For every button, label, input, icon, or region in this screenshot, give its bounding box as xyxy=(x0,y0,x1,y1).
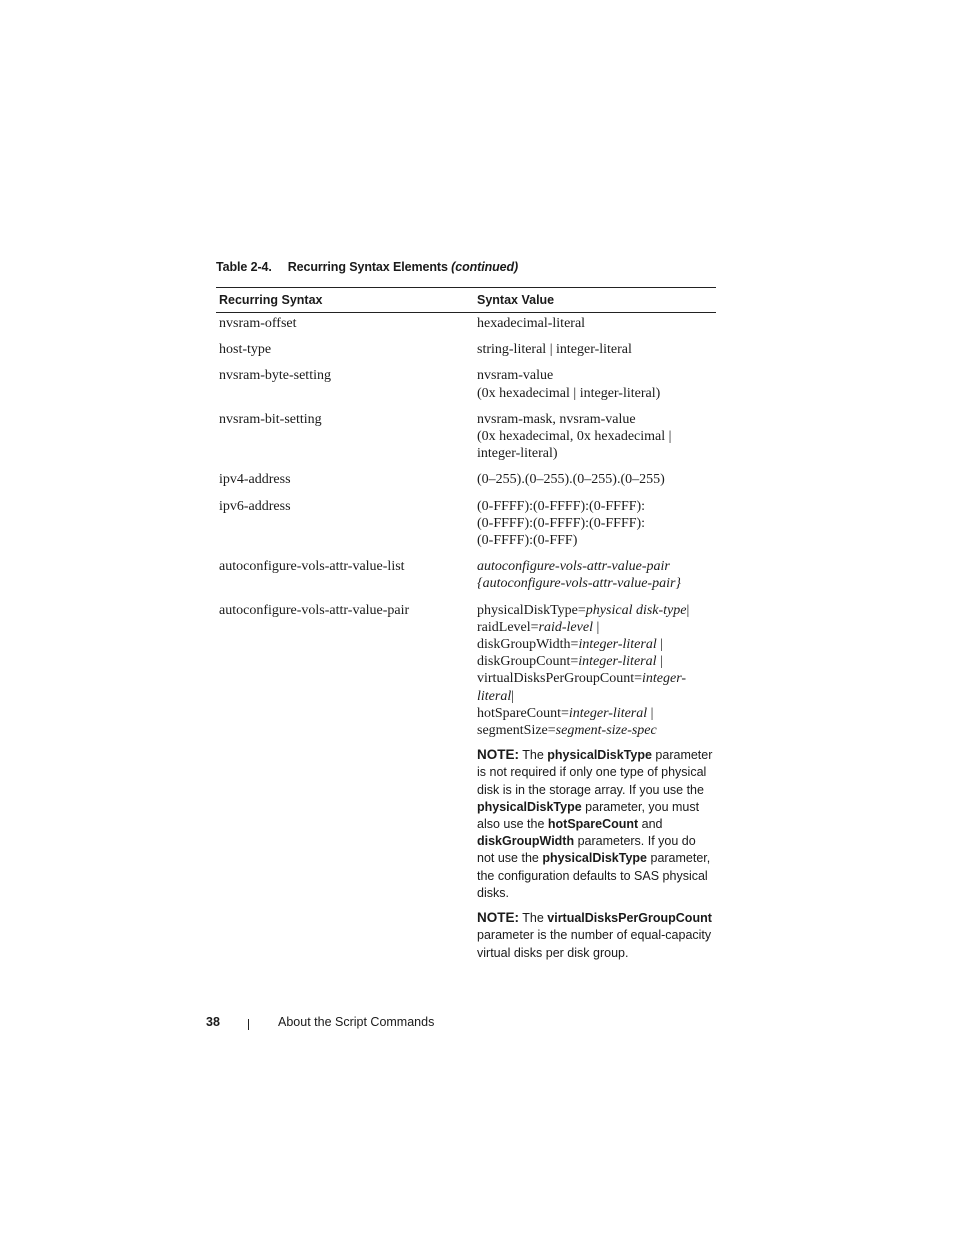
table-row xyxy=(216,314,716,332)
value-line: nvsram-mask, nvsram-value xyxy=(477,411,636,427)
header-syntax-value: Syntax Value xyxy=(477,293,555,307)
value-line: autoconfigure-vols-attr-value-pair xyxy=(477,559,670,575)
syntax-table xyxy=(216,287,716,962)
caption-label: Table 2-4. xyxy=(216,260,272,274)
row-value xyxy=(474,410,716,463)
note-virtual-disks-per-group: NOTE: The virtualDisksPerGroupCount parameter is the number of equal-capacity virtual disks per disk group. xyxy=(477,910,712,960)
row-value: hexadecimal-literal xyxy=(477,316,586,331)
value-line: nvsram-value xyxy=(477,368,554,384)
pair-line: literal| xyxy=(477,688,515,704)
value-line: (0x hexadecimal | integer-literal) xyxy=(477,385,661,401)
value-line: (0-FFFF):(0-FFFF):(0-FFFF): xyxy=(477,498,646,514)
table-caption xyxy=(216,260,518,274)
caption-suffix: (continued) xyxy=(451,260,519,274)
value-line: {autoconfigure-vols-attr-value-pair} xyxy=(477,576,682,592)
pair-line: virtualDisksPerGroupCount=integer- xyxy=(477,671,687,687)
table-row xyxy=(216,557,716,592)
caption-title: Recurring Syntax Elements xyxy=(287,260,448,274)
row-syntax: autoconfigure-vols-attr-value-pair xyxy=(219,602,410,618)
row-value xyxy=(474,497,716,550)
value-line: (0x hexadecimal, 0x hexadecimal | xyxy=(477,429,672,445)
row-syntax: ipv6-address xyxy=(219,498,291,514)
row-syntax: nvsram-offset xyxy=(219,316,297,331)
row-value: string-literal | integer-literal xyxy=(477,342,632,358)
pair-line: diskGroupCount=integer-literal | xyxy=(477,654,663,670)
page-number: 38 xyxy=(206,1015,220,1029)
value-line: (0-FFFF):(0-FFFF):(0-FFFF): xyxy=(477,515,646,531)
row-syntax: autoconfigure-vols-attr-value-list xyxy=(219,559,405,575)
row-value xyxy=(474,601,716,962)
pair-line: raidLevel=raid-level | xyxy=(477,619,600,635)
row-syntax: ipv4-address xyxy=(219,472,291,488)
footer-section-title: About the Script Commands xyxy=(278,1015,435,1029)
pair-line: hotSpareCount=integer-literal | xyxy=(477,705,654,721)
table-row xyxy=(216,497,716,550)
row-value xyxy=(474,557,716,592)
row-syntax: nvsram-byte-setting xyxy=(219,368,331,384)
note-label: NOTE: xyxy=(477,747,519,763)
table-row xyxy=(216,410,716,463)
table-header-row xyxy=(216,288,716,313)
table-row xyxy=(216,366,716,401)
value-line: (0-FFFF):(0-FFF) xyxy=(477,533,578,549)
pair-line: diskGroupWidth=integer-literal | xyxy=(477,637,664,653)
footer-divider xyxy=(248,1019,249,1030)
note-physical-disk-type: NOTE: The physicalDiskType parameter is not required if only one type of physical disk is in the storage array. If you use the physicalDiskType parameter, you must also use the hotSpareCount and diskGroupWidth parameters. If you do not use the physicalDiskType parameter, the configuration defaults to SAS physical disks. xyxy=(477,747,713,900)
header-recurring-syntax: Recurring Syntax xyxy=(219,293,323,307)
table-row xyxy=(216,340,716,358)
pair-line: physicalDiskType=physical disk-type| xyxy=(477,602,690,618)
row-value xyxy=(474,366,716,401)
row-syntax: host-type xyxy=(219,342,272,358)
value-line: integer-literal) xyxy=(477,446,558,462)
table-row xyxy=(216,470,716,488)
row-value: (0–255).(0–255).(0–255).(0–255) xyxy=(477,472,665,488)
note-label: NOTE: xyxy=(477,910,519,926)
pair-line: segmentSize=segment-size-spec xyxy=(477,723,657,739)
table-row xyxy=(216,601,716,962)
row-syntax: nvsram-bit-setting xyxy=(219,411,322,427)
